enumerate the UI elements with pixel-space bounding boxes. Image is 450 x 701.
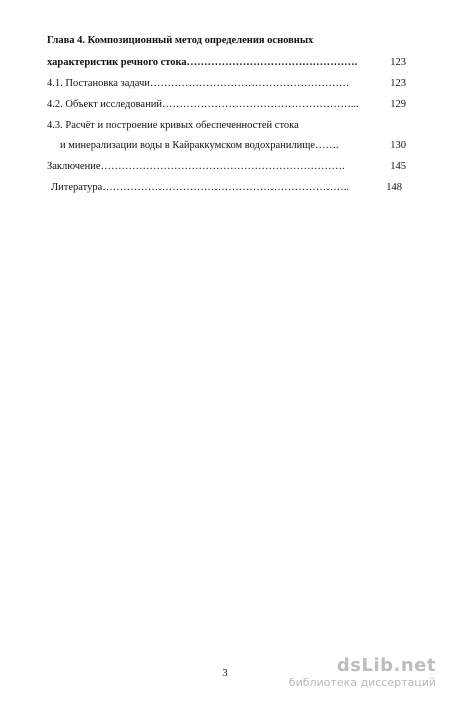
toc-section-4-1: 4.1. Постановка задачи………………………………………………… <box>47 78 350 89</box>
toc-section-4-1-page: 123 <box>390 78 406 89</box>
toc-conclusion-page: 145 <box>390 161 406 172</box>
page-number: 3 <box>222 668 228 679</box>
toc-chapter4-page: 123 <box>390 57 406 68</box>
toc-chapter4-title-line2: характеристик речного стока…………………………………………. <box>47 57 358 68</box>
watermark-logo: dsLib.net <box>336 655 436 676</box>
toc-references: Литература…………………………………………………………….. <box>51 182 349 193</box>
toc-references-page: 148 <box>386 182 402 193</box>
toc-section-4-3-line2: и минерализации воды в Кайраккумском водохранилище……. <box>60 140 339 151</box>
toc-section-4-3-line1: 4.3. Расчёт и построение кривых обеспеченностей стока <box>47 120 299 131</box>
watermark-subtitle: библиотека диссертаций <box>288 676 436 689</box>
toc-section-4-3-page: 130 <box>390 140 406 151</box>
toc-chapter4-title-line1: Глава 4. Композиционный метод определения основных <box>47 35 314 46</box>
toc-section-4-2-page: 129 <box>390 99 406 110</box>
toc-conclusion: Заключение……………………………………………………………. <box>47 161 345 172</box>
toc-section-4-2: 4.2. Объект исследований………………………………………………... <box>47 99 359 110</box>
watermark <box>289 656 436 690</box>
